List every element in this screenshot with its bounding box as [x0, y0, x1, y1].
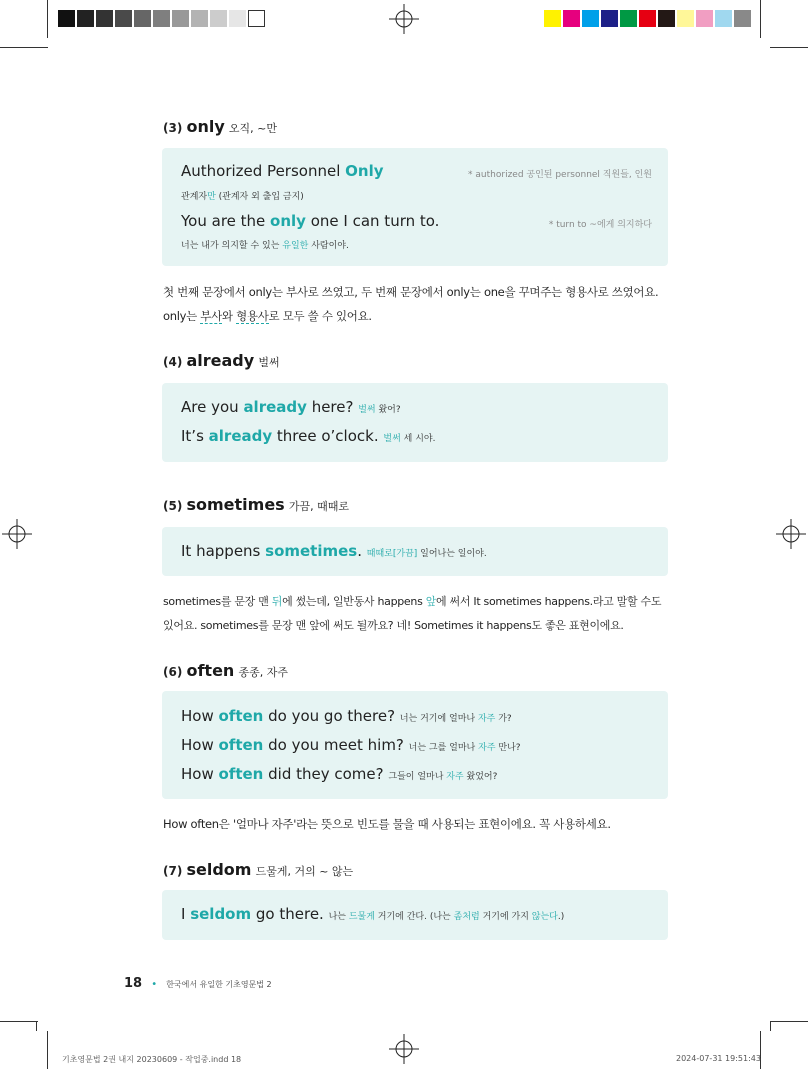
gray-swatch	[134, 10, 151, 27]
section-word: seldom	[186, 860, 252, 879]
section-word: sometimes	[186, 495, 285, 514]
color-swatch	[601, 10, 618, 27]
section-word: often	[186, 661, 235, 680]
color-swatch	[639, 10, 656, 27]
section-number: (7)	[163, 864, 183, 878]
example-sentence: How often did they come? 그들이 얼마나 자주 왔었어?	[181, 765, 498, 783]
crop-mark	[770, 1021, 771, 1031]
explanation-paragraph: only는 부사와 형용사로 모두 쓸 수 있어요.	[163, 309, 372, 323]
explanation-paragraph: 첫 번째 문장에서 only는 부사로 쓰였고, 두 번째 문장에서 only는 one을 꾸며주는 형용사로 쓰였어요.	[163, 285, 659, 299]
crop-mark	[36, 1021, 37, 1031]
color-swatch	[620, 10, 637, 27]
gray-swatch	[115, 10, 132, 27]
crop-mark	[770, 47, 808, 48]
color-swatch	[696, 10, 713, 27]
example-sentence: How often do you meet him? 너는 그를 얼마나 자주 만나?	[181, 736, 521, 754]
color-swatch	[658, 10, 675, 27]
crop-mark	[760, 1031, 761, 1069]
section-number: (6)	[163, 665, 183, 679]
gray-swatch	[248, 10, 265, 27]
registration-mark-icon	[389, 1034, 419, 1064]
example-box-sometimes	[162, 527, 668, 576]
book-title: 한국에서 유일한 기초영문법 2	[166, 980, 272, 989]
gray-swatch	[58, 10, 75, 27]
section-heading-already	[163, 351, 280, 370]
crop-mark	[760, 0, 761, 38]
crop-mark	[38, 47, 48, 48]
example-sentence: Authorized Personnel Only	[181, 162, 384, 180]
crop-mark	[47, 1031, 48, 1069]
section-heading-only	[163, 117, 277, 136]
example-box-often	[162, 691, 668, 799]
section-word: already	[186, 351, 255, 370]
example-sentence: You are the only one I can turn to.	[181, 212, 440, 230]
gray-swatch	[191, 10, 208, 27]
print-timestamp: 2024-07-31 19:51:43	[676, 1054, 761, 1063]
example-sentence: It’s already three o’clock. 벌써 세 시야.	[181, 427, 436, 445]
explanation-paragraph: 있어요. sometimes를 문장 맨 앞에 써도 될까요? 네! Sometimes it happens도 좋은 표현이에요.	[163, 619, 624, 632]
example-translation: 관계자만 (관계자 외 출입 금지)	[181, 192, 304, 202]
example-box-seldom	[162, 890, 668, 940]
crop-mark	[47, 0, 48, 38]
explanation-paragraph: How often은 '얼마나 자주'라는 뜻으로 빈도를 물을 때 사용되는 표현이에요. 꼭 사용하세요.	[163, 817, 611, 831]
section-meaning: 드물게, 거의 ~ 않는	[255, 865, 354, 878]
registration-mark-icon	[2, 519, 32, 549]
bullet: •	[151, 979, 158, 990]
color-swatch	[563, 10, 580, 27]
crop-mark	[770, 1021, 808, 1022]
file-slug: 기초영문법 2권 내지 20230609 - 작업중.indd 18	[62, 1055, 242, 1064]
section-word: only	[186, 117, 225, 136]
color-swatch	[715, 10, 732, 27]
gray-swatch	[153, 10, 170, 27]
section-number: (5)	[163, 499, 183, 513]
crop-mark	[0, 1021, 38, 1022]
section-heading-seldom	[163, 860, 353, 879]
section-meaning: 벌써	[258, 356, 280, 369]
color-swatch	[582, 10, 599, 27]
section-meaning: 오직, ~만	[228, 122, 277, 135]
example-sentence: It happens sometimes. 때때로[가끔] 일어나는 일이야.	[181, 542, 487, 560]
page-footer	[124, 972, 272, 991]
color-swatch	[677, 10, 694, 27]
vocab-note: * authorized 공인된 personnel 직원들, 인원	[468, 170, 652, 180]
section-meaning: 종종, 자주	[238, 666, 288, 679]
registration-mark-icon	[389, 4, 419, 34]
color-swatch	[734, 10, 751, 27]
registration-mark-icon	[776, 519, 806, 549]
crop-mark	[0, 47, 38, 48]
section-number: (3)	[163, 121, 183, 135]
section-meaning: 가끔, 때때로	[288, 500, 349, 513]
page-number: 18	[124, 976, 143, 991]
section-heading-often	[163, 661, 288, 680]
example-translation: 너는 내가 의지할 수 있는 유일한 사람이야.	[181, 241, 349, 251]
example-box-only	[162, 148, 668, 266]
vocab-note: * turn to ~에게 의지하다	[548, 220, 652, 230]
gray-swatch	[172, 10, 189, 27]
section-number: (4)	[163, 355, 183, 369]
example-sentence: Are you already here? 벌써 왔어?	[181, 398, 401, 416]
explanation-paragraph: sometimes를 문장 맨 뒤에 썼는데, 일반동사 happens 앞에 써서 It sometimes happens.라고 말할 수도	[163, 595, 662, 608]
gray-swatch	[229, 10, 246, 27]
example-box-already	[162, 383, 668, 462]
gray-swatch	[210, 10, 227, 27]
gray-swatch	[96, 10, 113, 27]
color-swatch	[544, 10, 561, 27]
example-sentence: I seldom go there. 나는 드물게 거기에 간다. (나는 좀처럼 거기에 가지 않는다.)	[181, 905, 565, 923]
example-sentence: How often do you go there? 너는 거기에 얼마나 자주 가?	[181, 707, 512, 725]
gray-swatch	[77, 10, 94, 27]
section-heading-sometimes	[163, 495, 349, 514]
